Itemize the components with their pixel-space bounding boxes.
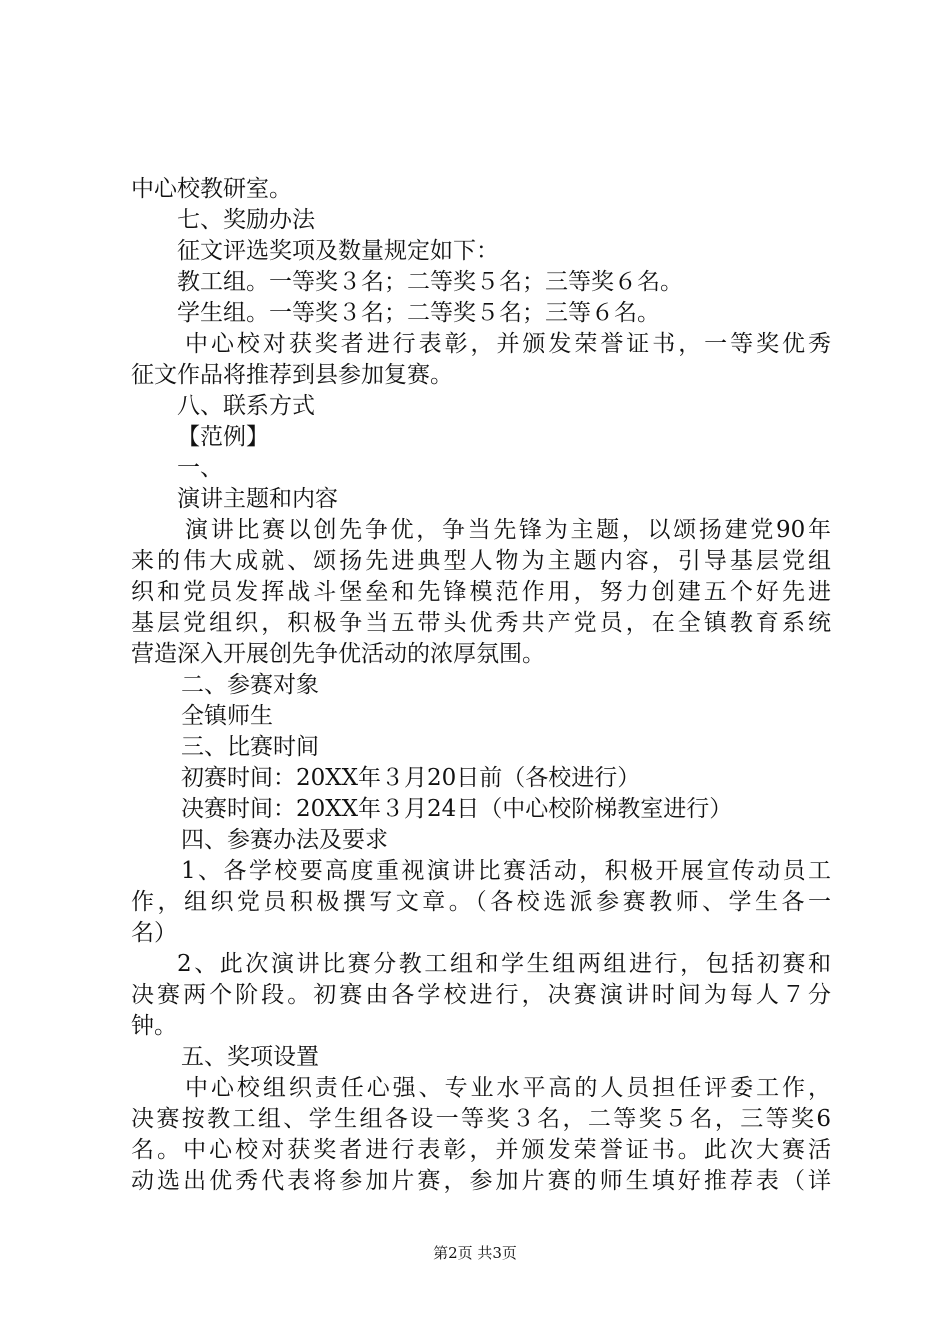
text-line: 征文作品将推荐到县参加复赛。 [131, 362, 453, 388]
text-line: 名。中心校对获奖者进行表彰，并颁发荣誉证书。此次大赛活 [131, 1137, 831, 1163]
text-line: 织和党员发挥战斗堡垒和先锋模范作用，努力创建五个好先进 [131, 579, 831, 605]
text-line: 动选出优秀代表将参加片赛，参加片赛的师生填好推荐表（详 [131, 1168, 831, 1194]
section-heading: 一、 [177, 455, 223, 481]
text-line: 初赛时间：20XX年３月20日前（各校进行） [181, 765, 641, 791]
section-heading: 五、奖项设置 [181, 1044, 319, 1070]
text-line: 教工组。一等奖３名；二等奖５名；三等奖６名。 [177, 269, 683, 295]
text-line: 钟。 [131, 1013, 177, 1039]
text-line: 基层党组织，积极争当五带头优秀共产党员，在全镇教育系统 [131, 610, 831, 636]
section-heading: 七、奖励办法 [177, 207, 315, 233]
text-line: 来的伟大成就、颂扬先进典型人物为主题内容，引导基层党组 [131, 548, 831, 574]
section-heading: 三、比赛时间 [181, 734, 319, 760]
text-line: 中心校对获奖者进行表彰，并颁发荣誉证书，一等奖优秀 [185, 331, 831, 357]
text-line: 全镇师生 [181, 703, 273, 729]
section-heading: 【范例】 [177, 424, 269, 450]
text-line: 作，组织党员积极撰写文章。（各校选派参赛教师、学生各一 [131, 889, 831, 915]
section-heading: 演讲主题和内容 [177, 486, 338, 512]
page-footer: 第2页 共3页 [433, 1244, 517, 1262]
text-line: 中心校教研室。 [131, 176, 292, 202]
text-line: 2、此次演讲比赛分教工组和学生组两组进行，包括初赛和 [177, 951, 831, 977]
section-heading: 八、联系方式 [177, 393, 315, 419]
text-line: 中心校组织责任心强、专业水平高的人员担任评委工作， [185, 1075, 831, 1101]
section-heading: 四、参赛办法及要求 [181, 827, 388, 853]
text-line: 1、各学校要高度重视演讲比赛活动，积极开展宣传动员工 [181, 858, 831, 884]
section-heading: 二、参赛对象 [181, 672, 319, 698]
text-line: 决赛按教工组、学生组各设一等奖３名，二等奖５名，三等奖6 [131, 1106, 831, 1132]
text-line: 名） [131, 920, 177, 946]
document-body [131, 174, 831, 1197]
text-line: 学生组。一等奖３名；二等奖５名；三等６名。 [177, 300, 660, 326]
text-line: 营造深入开展创先争优活动的浓厚氛围。 [131, 641, 545, 667]
text-line: 决赛两个阶段。初赛由各学校进行，决赛演讲时间为每人７分 [131, 982, 831, 1008]
text-line: 征文评选奖项及数量规定如下： [177, 238, 499, 264]
text-line: 决赛时间：20XX年３月24日（中心校阶梯教室进行） [181, 796, 733, 822]
text-line: 演讲比赛以创先争优，争当先锋为主题，以颂扬建党90年 [185, 517, 831, 543]
